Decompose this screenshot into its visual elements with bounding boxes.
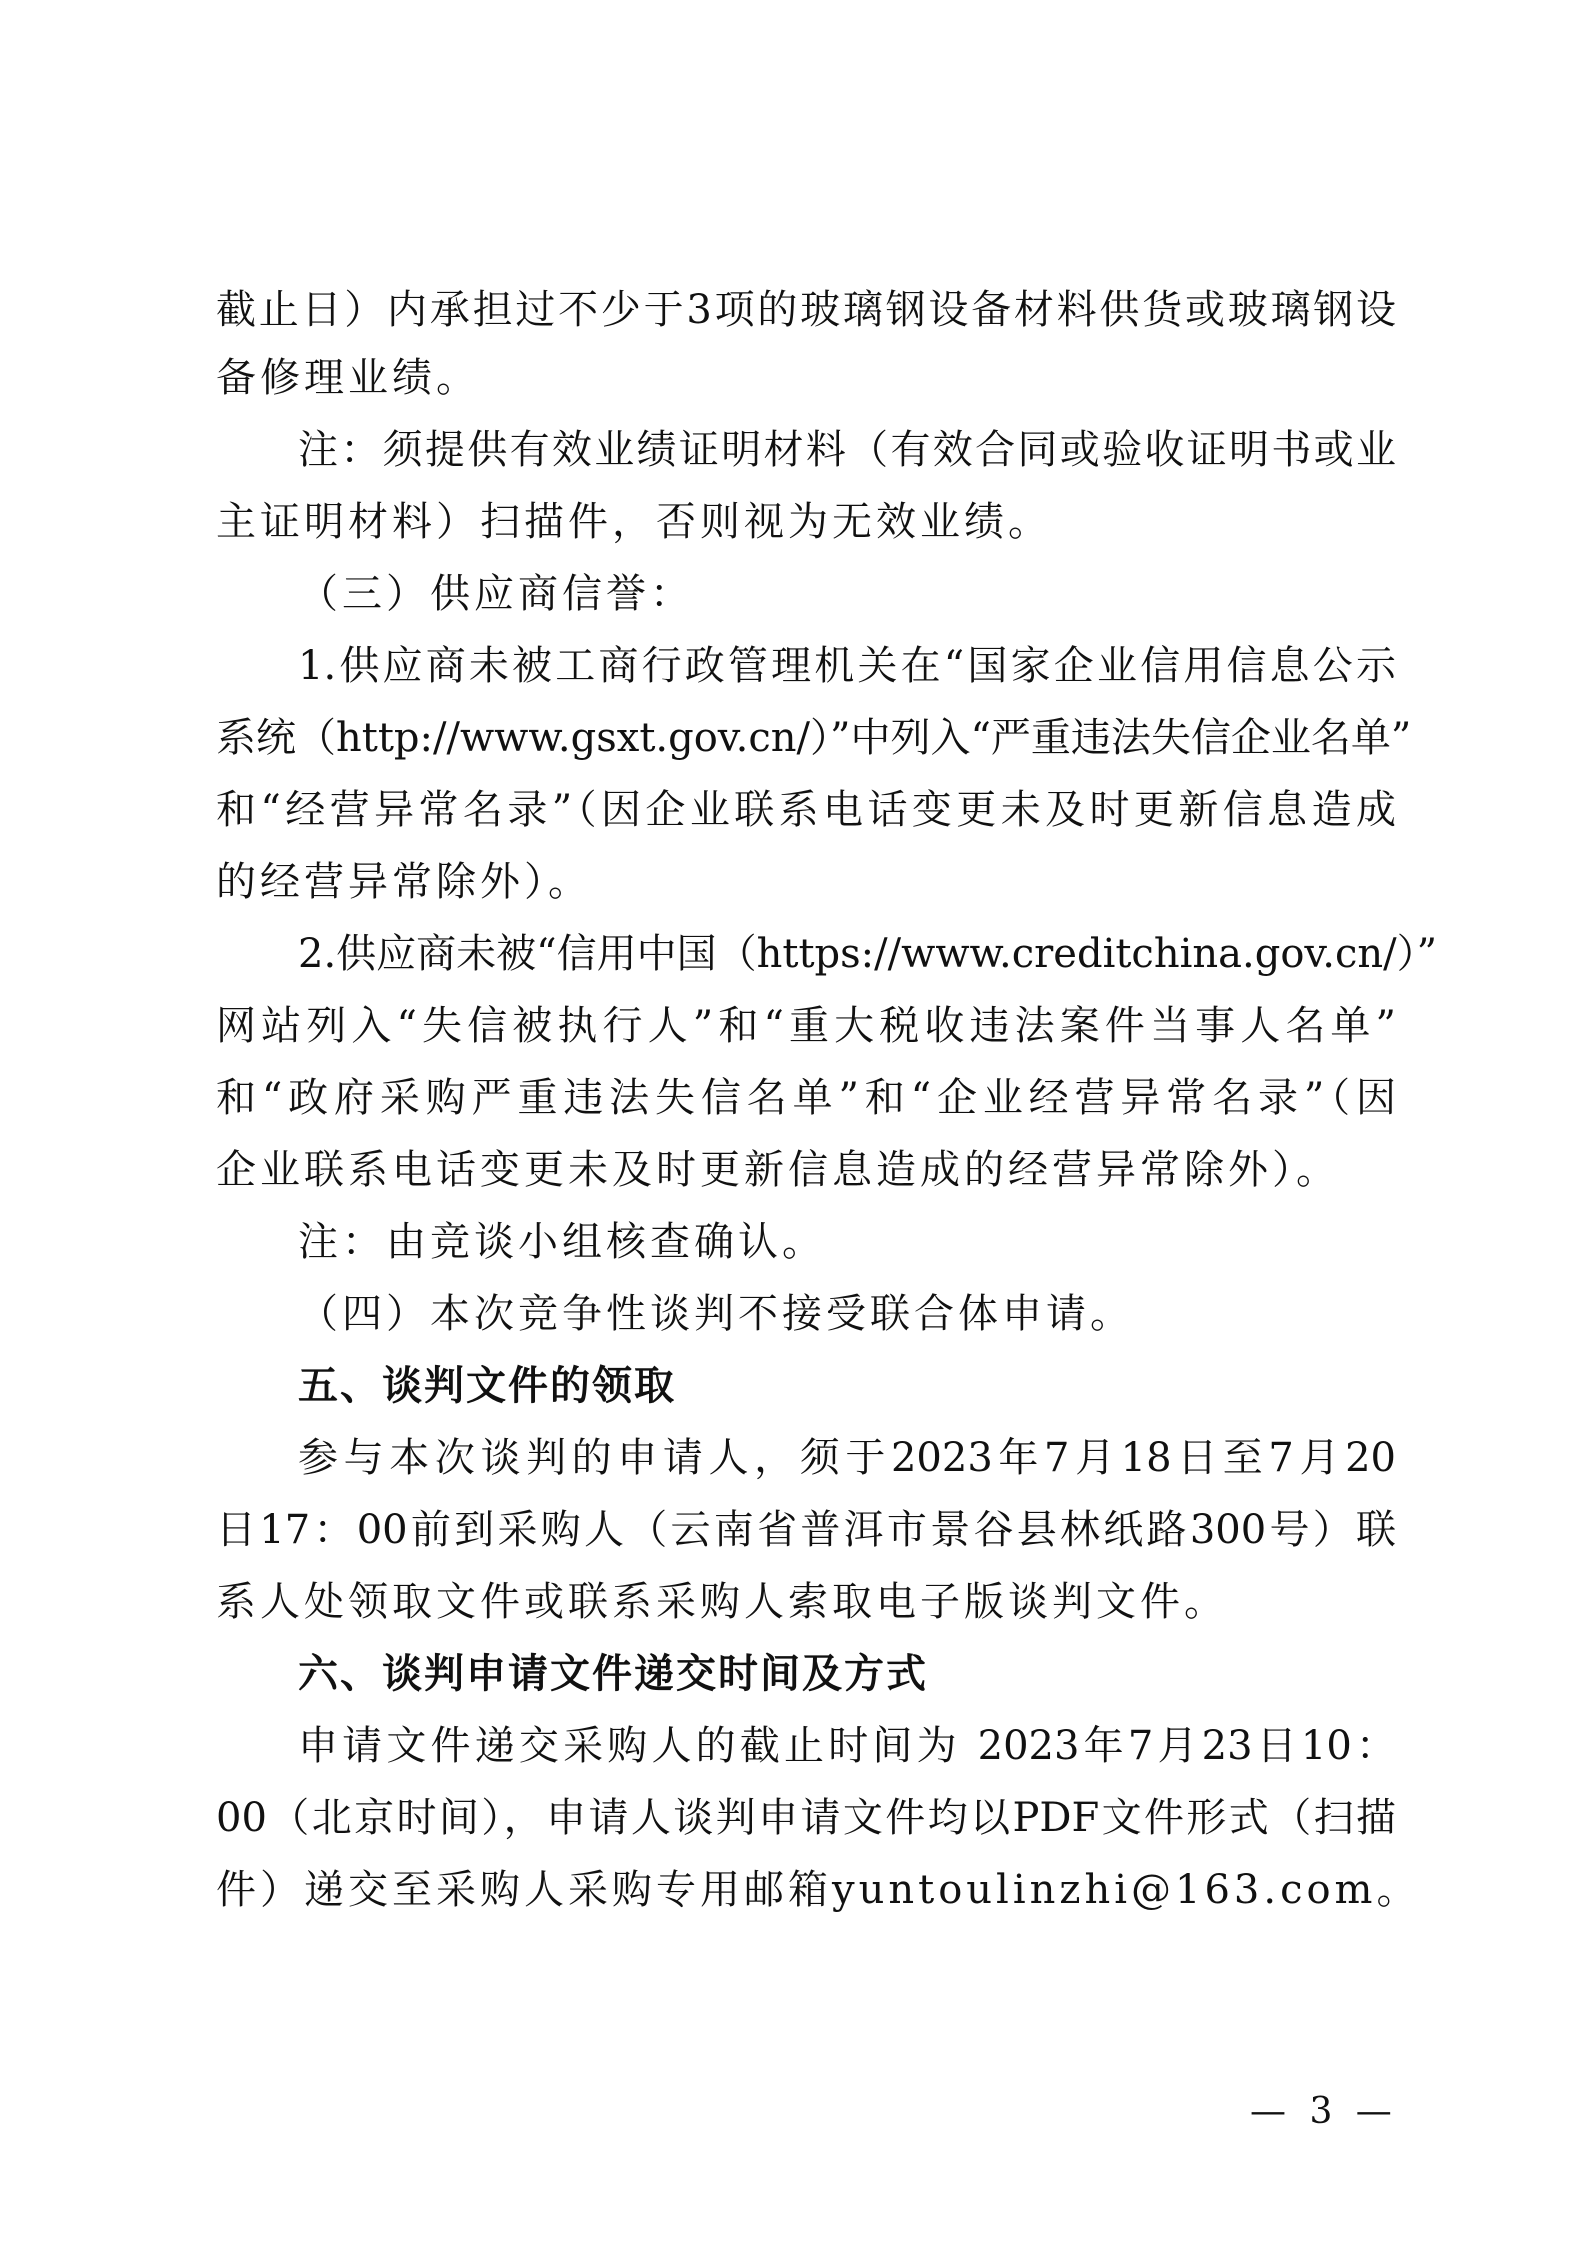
note-line: 主证明材料）扫描件，否则视为无效业绩。 bbox=[216, 499, 1052, 545]
paragraph-line: 系统（http://www.gsxt.gov.cn/）”中列入“严重违法失信企业名单” bbox=[216, 715, 1412, 761]
paragraph-line: 的经营异常除外）。 bbox=[216, 859, 592, 905]
section-heading: 五、谈判文件的领取 bbox=[298, 1363, 676, 1409]
paragraph-line: 截止日）内承担过不少于3项的玻璃钢设备材料供货或玻璃钢设 bbox=[216, 287, 1396, 333]
paragraph-line: 00（北京时间），申请人谈判申请文件均以PDF文件形式（扫描 bbox=[216, 1795, 1396, 1841]
paragraph-line: 日17：00前到采购人（云南省普洱市景谷县林纸路300号）联 bbox=[216, 1507, 1396, 1553]
paragraph-line: 系人处领取文件或联系采购人索取电子版谈判文件。 bbox=[216, 1579, 1228, 1625]
paragraph-line: （四）本次竞争性谈判不接受联合体申请。 bbox=[298, 1291, 1134, 1337]
paragraph-line: 参与本次谈判的申请人，须于2023年7月18日至7月20 bbox=[298, 1435, 1396, 1481]
paragraph-line: 2.供应商未被“信用中国（https://www.creditchina.gov.cn/）” bbox=[298, 931, 1438, 977]
note-line: 注：由竞谈小组核查确认。 bbox=[298, 1219, 826, 1265]
paragraph-line: 件）递交至采购人采购专用邮箱yuntoulinzhi@163.com。 bbox=[216, 1867, 1421, 1913]
section-heading: 六、谈判申请文件递交时间及方式 bbox=[298, 1651, 928, 1697]
paragraph-line: 和“政府采购严重违法失信名单”和“企业经营异常名录”（因 bbox=[216, 1075, 1396, 1121]
note-line: 注：须提供有效业绩证明材料（有效合同或验收证明书或业 bbox=[298, 427, 1396, 473]
paragraph-line: 1.供应商未被工商行政管理机关在“国家企业信用信息公示 bbox=[298, 643, 1396, 689]
paragraph-line: 申请文件递交采购人的截止时间为 2023年7月23日10： bbox=[298, 1723, 1396, 1769]
paragraph-line: 企业联系电话变更未及时更新信息造成的经营异常除外）。 bbox=[216, 1147, 1340, 1193]
paragraph-line: 备修理业绩。 bbox=[216, 355, 480, 401]
paragraph-line: 网站列入“失信被执行人”和“重大税收违法案件当事人名单” bbox=[216, 1003, 1396, 1049]
paragraph-line: 和“经营异常名录”（因企业联系电话变更未及时更新信息造成 bbox=[216, 787, 1396, 833]
subsection-heading: （三）供应商信誉： bbox=[298, 571, 694, 617]
page-number: — 3 — bbox=[1250, 2091, 1398, 2132]
